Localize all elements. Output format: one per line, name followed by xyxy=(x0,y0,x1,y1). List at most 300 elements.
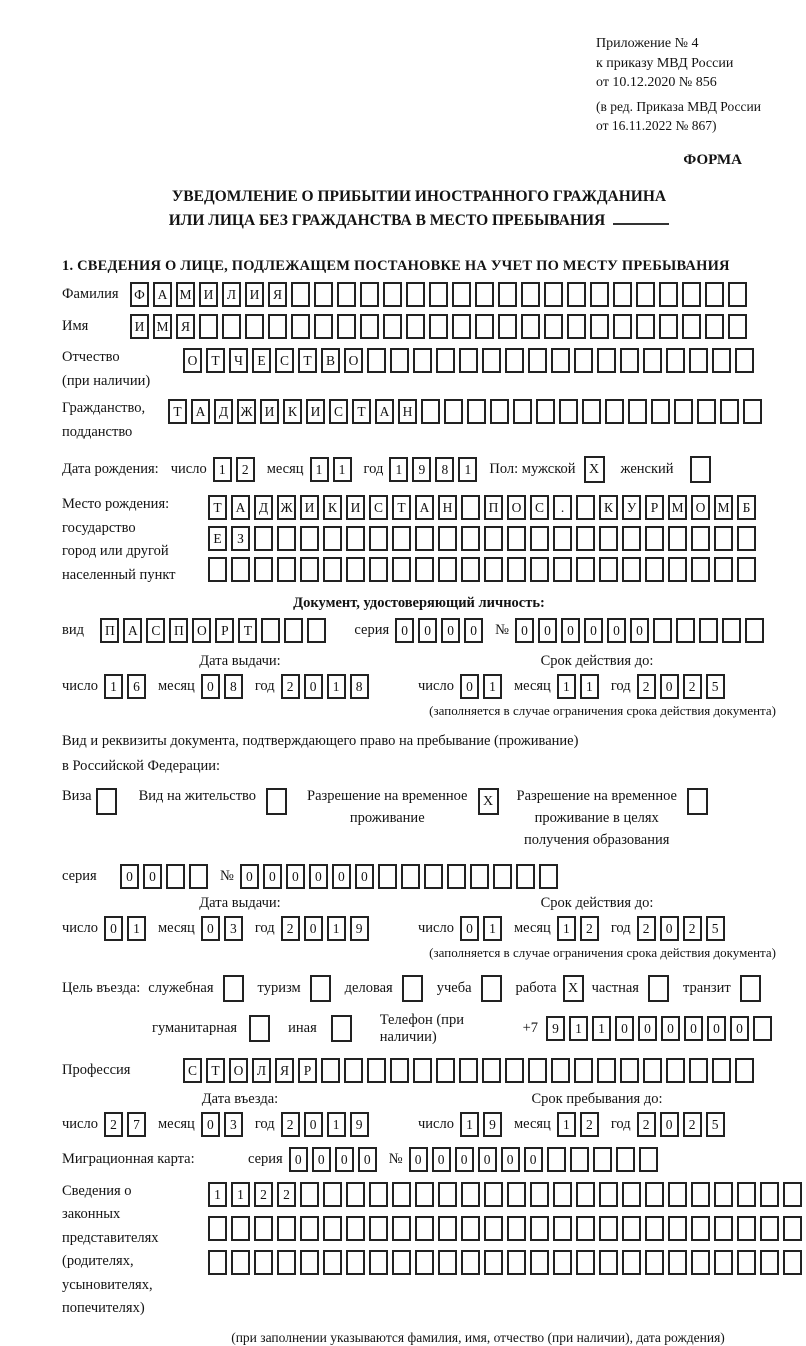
char-box[interactable] xyxy=(390,1058,409,1083)
char-box[interactable] xyxy=(737,526,756,551)
char-box[interactable] xyxy=(553,557,572,582)
char-box[interactable] xyxy=(516,864,535,889)
char-box[interactable] xyxy=(636,282,655,307)
char-box[interactable] xyxy=(645,1216,664,1241)
char-box[interactable]: 0 xyxy=(660,916,679,941)
char-box[interactable]: 2 xyxy=(683,674,702,699)
char-box[interactable]: 1 xyxy=(557,916,576,941)
char-box[interactable] xyxy=(429,314,448,339)
char-box[interactable] xyxy=(620,348,639,373)
char-box[interactable]: Т xyxy=(206,1058,225,1083)
char-box[interactable] xyxy=(570,1147,589,1172)
char-box[interactable] xyxy=(576,526,595,551)
char-box[interactable] xyxy=(783,1250,802,1275)
char-box[interactable]: М xyxy=(176,282,195,307)
char-box[interactable] xyxy=(528,1058,547,1083)
char-box[interactable]: 7 xyxy=(127,1112,146,1137)
char-box[interactable] xyxy=(567,282,586,307)
char-box[interactable] xyxy=(714,1182,733,1207)
temporary-residence-education-checkbox[interactable] xyxy=(687,788,708,815)
char-box[interactable] xyxy=(722,618,741,643)
char-box[interactable]: 1 xyxy=(231,1182,250,1207)
char-box[interactable] xyxy=(277,526,296,551)
char-box[interactable] xyxy=(344,1058,363,1083)
purpose-humanitarian-checkbox[interactable] xyxy=(249,1015,270,1042)
char-box[interactable] xyxy=(544,314,563,339)
char-box[interactable]: 1 xyxy=(460,1112,479,1137)
char-box[interactable]: А xyxy=(191,399,210,424)
char-box[interactable] xyxy=(467,399,486,424)
char-box[interactable]: 0 xyxy=(309,864,328,889)
char-box[interactable]: 0 xyxy=(332,864,351,889)
char-box[interactable] xyxy=(367,1058,386,1083)
char-box[interactable]: 0 xyxy=(201,916,220,941)
char-box[interactable] xyxy=(737,1182,756,1207)
char-box[interactable] xyxy=(413,348,432,373)
char-box[interactable] xyxy=(369,557,388,582)
char-box[interactable]: И xyxy=(260,399,279,424)
char-box[interactable]: 0 xyxy=(660,1112,679,1137)
char-box[interactable]: Е xyxy=(252,348,271,373)
char-box[interactable] xyxy=(659,282,678,307)
char-box[interactable]: 2 xyxy=(281,916,300,941)
char-box[interactable] xyxy=(284,618,303,643)
char-box[interactable] xyxy=(406,314,425,339)
char-box[interactable] xyxy=(323,526,342,551)
char-box[interactable] xyxy=(530,1216,549,1241)
char-box[interactable] xyxy=(438,557,457,582)
char-box[interactable]: О xyxy=(344,348,363,373)
char-box[interactable] xyxy=(691,526,710,551)
char-box[interactable]: 1 xyxy=(208,1182,227,1207)
char-box[interactable]: 0 xyxy=(304,916,323,941)
char-box[interactable] xyxy=(461,1216,480,1241)
char-box[interactable] xyxy=(668,1250,687,1275)
char-box[interactable]: 1 xyxy=(327,1112,346,1137)
char-box[interactable] xyxy=(369,1250,388,1275)
char-box[interactable] xyxy=(530,526,549,551)
char-box[interactable]: М xyxy=(714,495,733,520)
char-box[interactable]: 2 xyxy=(281,674,300,699)
char-box[interactable] xyxy=(593,1147,612,1172)
char-box[interactable]: 0 xyxy=(432,1147,451,1172)
char-box[interactable] xyxy=(438,1216,457,1241)
char-box[interactable] xyxy=(643,348,662,373)
char-box[interactable] xyxy=(245,314,264,339)
temporary-residence-checkbox[interactable]: X xyxy=(478,788,499,815)
char-box[interactable]: 2 xyxy=(637,1112,656,1137)
char-box[interactable] xyxy=(392,557,411,582)
purpose-business-checkbox[interactable] xyxy=(402,975,423,1002)
char-box[interactable]: И xyxy=(245,282,264,307)
char-box[interactable] xyxy=(691,557,710,582)
char-box[interactable] xyxy=(436,1058,455,1083)
char-box[interactable] xyxy=(300,1250,319,1275)
char-box[interactable]: Ж xyxy=(237,399,256,424)
char-box[interactable] xyxy=(691,1216,710,1241)
char-box[interactable] xyxy=(705,314,724,339)
char-box[interactable]: Ч xyxy=(229,348,248,373)
char-box[interactable]: 9 xyxy=(350,1112,369,1137)
char-box[interactable]: 9 xyxy=(546,1016,565,1041)
char-box[interactable]: 1 xyxy=(569,1016,588,1041)
char-box[interactable] xyxy=(599,557,618,582)
char-box[interactable]: 2 xyxy=(277,1182,296,1207)
char-box[interactable] xyxy=(689,1058,708,1083)
char-box[interactable] xyxy=(444,399,463,424)
char-box[interactable]: Е xyxy=(208,526,227,551)
char-box[interactable] xyxy=(300,1216,319,1241)
char-box[interactable] xyxy=(208,1216,227,1241)
char-box[interactable]: К xyxy=(283,399,302,424)
char-box[interactable]: 0 xyxy=(660,674,679,699)
char-box[interactable]: Я xyxy=(275,1058,294,1083)
char-box[interactable] xyxy=(392,1182,411,1207)
char-box[interactable] xyxy=(530,1250,549,1275)
char-box[interactable] xyxy=(438,1182,457,1207)
char-box[interactable]: Ф xyxy=(130,282,149,307)
char-box[interactable] xyxy=(735,348,754,373)
char-box[interactable]: Р xyxy=(215,618,234,643)
char-box[interactable] xyxy=(753,1016,772,1041)
char-box[interactable] xyxy=(760,1216,779,1241)
char-box[interactable]: 0 xyxy=(684,1016,703,1041)
char-box[interactable]: 0 xyxy=(201,674,220,699)
char-box[interactable]: Я xyxy=(268,282,287,307)
char-box[interactable] xyxy=(666,1058,685,1083)
char-box[interactable] xyxy=(261,618,280,643)
char-box[interactable] xyxy=(760,1182,779,1207)
char-box[interactable] xyxy=(392,1250,411,1275)
char-box[interactable] xyxy=(645,557,664,582)
char-box[interactable]: 0 xyxy=(335,1147,354,1172)
char-box[interactable] xyxy=(597,348,616,373)
char-box[interactable]: 1 xyxy=(104,674,123,699)
char-box[interactable] xyxy=(783,1216,802,1241)
char-box[interactable] xyxy=(530,1182,549,1207)
char-box[interactable]: А xyxy=(153,282,172,307)
char-box[interactable] xyxy=(521,314,540,339)
char-box[interactable] xyxy=(567,314,586,339)
char-box[interactable] xyxy=(651,399,670,424)
char-box[interactable] xyxy=(645,1250,664,1275)
char-box[interactable]: 0 xyxy=(289,1147,308,1172)
char-box[interactable] xyxy=(714,1216,733,1241)
char-box[interactable] xyxy=(720,399,739,424)
char-box[interactable] xyxy=(507,1250,526,1275)
char-box[interactable]: . xyxy=(553,495,572,520)
char-box[interactable]: 0 xyxy=(409,1147,428,1172)
char-box[interactable] xyxy=(705,282,724,307)
char-box[interactable]: 5 xyxy=(706,916,725,941)
char-box[interactable] xyxy=(712,348,731,373)
char-box[interactable]: 8 xyxy=(224,674,243,699)
char-box[interactable]: 0 xyxy=(304,674,323,699)
purpose-other-checkbox[interactable] xyxy=(331,1015,352,1042)
char-box[interactable] xyxy=(470,864,489,889)
char-box[interactable]: 1 xyxy=(310,457,329,482)
char-box[interactable] xyxy=(547,1147,566,1172)
char-box[interactable] xyxy=(424,864,443,889)
char-box[interactable] xyxy=(346,1182,365,1207)
char-box[interactable] xyxy=(645,1182,664,1207)
char-box[interactable] xyxy=(682,314,701,339)
char-box[interactable] xyxy=(659,314,678,339)
char-box[interactable]: 0 xyxy=(304,1112,323,1137)
char-box[interactable]: 8 xyxy=(350,674,369,699)
char-box[interactable] xyxy=(421,399,440,424)
char-box[interactable] xyxy=(208,1250,227,1275)
char-box[interactable]: И xyxy=(199,282,218,307)
char-box[interactable] xyxy=(539,864,558,889)
char-box[interactable] xyxy=(314,314,333,339)
char-box[interactable] xyxy=(360,282,379,307)
char-box[interactable] xyxy=(590,314,609,339)
char-box[interactable]: 0 xyxy=(286,864,305,889)
char-box[interactable] xyxy=(475,314,494,339)
char-box[interactable] xyxy=(576,1250,595,1275)
char-box[interactable]: 6 xyxy=(127,674,146,699)
char-box[interactable]: 3 xyxy=(224,1112,243,1137)
char-box[interactable] xyxy=(507,557,526,582)
char-box[interactable]: А xyxy=(375,399,394,424)
char-box[interactable] xyxy=(291,314,310,339)
char-box[interactable] xyxy=(674,399,693,424)
char-box[interactable] xyxy=(254,1216,273,1241)
char-box[interactable]: 0 xyxy=(263,864,282,889)
char-box[interactable] xyxy=(622,526,641,551)
char-box[interactable] xyxy=(189,864,208,889)
char-box[interactable]: 0 xyxy=(201,1112,220,1137)
char-box[interactable] xyxy=(484,557,503,582)
char-box[interactable]: 2 xyxy=(281,1112,300,1137)
purpose-study-checkbox[interactable] xyxy=(481,975,502,1002)
char-box[interactable]: 1 xyxy=(127,916,146,941)
purpose-work-checkbox[interactable]: X xyxy=(563,975,584,1002)
char-box[interactable]: 0 xyxy=(464,618,483,643)
char-box[interactable]: Л xyxy=(252,1058,271,1083)
char-box[interactable] xyxy=(392,526,411,551)
char-box[interactable] xyxy=(307,618,326,643)
char-box[interactable]: К xyxy=(323,495,342,520)
char-box[interactable] xyxy=(553,1216,572,1241)
char-box[interactable] xyxy=(277,1250,296,1275)
char-box[interactable] xyxy=(461,495,480,520)
char-box[interactable] xyxy=(530,557,549,582)
char-box[interactable]: У xyxy=(622,495,641,520)
char-box[interactable]: Т xyxy=(238,618,257,643)
char-box[interactable]: 1 xyxy=(557,1112,576,1137)
char-box[interactable]: 0 xyxy=(355,864,374,889)
char-box[interactable]: 0 xyxy=(240,864,259,889)
char-box[interactable] xyxy=(291,282,310,307)
char-box[interactable] xyxy=(574,1058,593,1083)
char-box[interactable]: О xyxy=(507,495,526,520)
char-box[interactable]: Т xyxy=(352,399,371,424)
char-box[interactable] xyxy=(346,557,365,582)
char-box[interactable]: В xyxy=(321,348,340,373)
char-box[interactable] xyxy=(436,348,455,373)
char-box[interactable] xyxy=(461,1250,480,1275)
char-box[interactable] xyxy=(415,526,434,551)
char-box[interactable] xyxy=(553,526,572,551)
char-box[interactable] xyxy=(447,864,466,889)
char-box[interactable]: Р xyxy=(645,495,664,520)
char-box[interactable]: 0 xyxy=(120,864,139,889)
char-box[interactable]: 0 xyxy=(460,916,479,941)
char-box[interactable] xyxy=(735,1058,754,1083)
char-box[interactable] xyxy=(737,557,756,582)
char-box[interactable]: А xyxy=(415,495,434,520)
char-box[interactable] xyxy=(300,526,319,551)
char-box[interactable]: С xyxy=(146,618,165,643)
char-box[interactable] xyxy=(507,1216,526,1241)
char-box[interactable] xyxy=(314,282,333,307)
char-box[interactable] xyxy=(622,1216,641,1241)
char-box[interactable] xyxy=(599,1182,618,1207)
char-box[interactable] xyxy=(666,348,685,373)
char-box[interactable]: Б xyxy=(737,495,756,520)
char-box[interactable] xyxy=(507,1182,526,1207)
char-box[interactable] xyxy=(645,526,664,551)
char-box[interactable] xyxy=(521,282,540,307)
char-box[interactable]: 2 xyxy=(637,916,656,941)
char-box[interactable] xyxy=(369,1182,388,1207)
char-box[interactable] xyxy=(323,1182,342,1207)
char-box[interactable]: 3 xyxy=(224,916,243,941)
gender-male-checkbox[interactable]: X xyxy=(584,456,605,483)
char-box[interactable]: Я xyxy=(176,314,195,339)
char-box[interactable] xyxy=(367,348,386,373)
char-box[interactable] xyxy=(268,314,287,339)
char-box[interactable] xyxy=(452,282,471,307)
char-box[interactable] xyxy=(714,526,733,551)
char-box[interactable]: 0 xyxy=(418,618,437,643)
char-box[interactable] xyxy=(653,618,672,643)
char-box[interactable] xyxy=(498,282,517,307)
char-box[interactable] xyxy=(728,282,747,307)
char-box[interactable]: И xyxy=(306,399,325,424)
char-box[interactable]: 2 xyxy=(637,674,656,699)
char-box[interactable]: 9 xyxy=(483,1112,502,1137)
char-box[interactable]: 0 xyxy=(395,618,414,643)
char-box[interactable] xyxy=(482,1058,501,1083)
char-box[interactable] xyxy=(574,348,593,373)
char-box[interactable]: 1 xyxy=(580,674,599,699)
char-box[interactable]: 0 xyxy=(312,1147,331,1172)
char-box[interactable] xyxy=(475,282,494,307)
char-box[interactable]: О xyxy=(183,348,202,373)
char-box[interactable] xyxy=(507,526,526,551)
char-box[interactable] xyxy=(576,495,595,520)
char-box[interactable] xyxy=(712,1058,731,1083)
char-box[interactable]: О xyxy=(192,618,211,643)
char-box[interactable] xyxy=(484,1182,503,1207)
char-box[interactable]: 0 xyxy=(455,1147,474,1172)
char-box[interactable] xyxy=(599,1216,618,1241)
char-box[interactable] xyxy=(337,314,356,339)
char-box[interactable] xyxy=(482,348,501,373)
char-box[interactable]: 0 xyxy=(104,916,123,941)
char-box[interactable] xyxy=(452,314,471,339)
char-box[interactable] xyxy=(599,526,618,551)
char-box[interactable]: 0 xyxy=(584,618,603,643)
char-box[interactable] xyxy=(493,864,512,889)
char-box[interactable] xyxy=(559,399,578,424)
char-box[interactable] xyxy=(613,282,632,307)
char-box[interactable] xyxy=(737,1250,756,1275)
char-box[interactable] xyxy=(551,1058,570,1083)
char-box[interactable] xyxy=(544,282,563,307)
char-box[interactable]: 1 xyxy=(389,457,408,482)
char-box[interactable]: 0 xyxy=(661,1016,680,1041)
char-box[interactable] xyxy=(484,1216,503,1241)
char-box[interactable] xyxy=(689,348,708,373)
char-box[interactable] xyxy=(337,282,356,307)
char-box[interactable] xyxy=(783,1182,802,1207)
char-box[interactable]: 0 xyxy=(478,1147,497,1172)
char-box[interactable]: 1 xyxy=(557,674,576,699)
char-box[interactable]: Т xyxy=(208,495,227,520)
char-box[interactable]: 2 xyxy=(683,916,702,941)
char-box[interactable] xyxy=(553,1250,572,1275)
char-box[interactable] xyxy=(639,1147,658,1172)
char-box[interactable] xyxy=(369,526,388,551)
char-box[interactable] xyxy=(622,1250,641,1275)
visa-checkbox[interactable] xyxy=(96,788,117,815)
char-box[interactable] xyxy=(528,348,547,373)
char-box[interactable]: 0 xyxy=(538,618,557,643)
char-box[interactable] xyxy=(576,1182,595,1207)
char-box[interactable] xyxy=(231,1250,250,1275)
char-box[interactable] xyxy=(401,864,420,889)
char-box[interactable] xyxy=(682,282,701,307)
char-box[interactable] xyxy=(461,526,480,551)
char-box[interactable] xyxy=(166,864,185,889)
char-box[interactable]: 0 xyxy=(615,1016,634,1041)
char-box[interactable]: О xyxy=(229,1058,248,1083)
char-box[interactable]: 2 xyxy=(236,457,255,482)
char-box[interactable]: Н xyxy=(438,495,457,520)
char-box[interactable]: 0 xyxy=(358,1147,377,1172)
char-box[interactable]: 0 xyxy=(607,618,626,643)
char-box[interactable] xyxy=(438,526,457,551)
char-box[interactable] xyxy=(222,314,241,339)
char-box[interactable] xyxy=(714,557,733,582)
char-box[interactable] xyxy=(536,399,555,424)
char-box[interactable]: Н xyxy=(398,399,417,424)
char-box[interactable]: С xyxy=(183,1058,202,1083)
char-box[interactable] xyxy=(505,348,524,373)
char-box[interactable]: И xyxy=(346,495,365,520)
char-box[interactable]: И xyxy=(300,495,319,520)
char-box[interactable] xyxy=(697,399,716,424)
char-box[interactable]: 0 xyxy=(441,618,460,643)
char-box[interactable]: 0 xyxy=(524,1147,543,1172)
char-box[interactable] xyxy=(699,618,718,643)
char-box[interactable] xyxy=(676,618,695,643)
char-box[interactable] xyxy=(277,557,296,582)
char-box[interactable] xyxy=(413,1058,432,1083)
char-box[interactable]: 1 xyxy=(483,674,502,699)
char-box[interactable] xyxy=(300,1182,319,1207)
char-box[interactable]: А xyxy=(231,495,250,520)
char-box[interactable]: Т xyxy=(168,399,187,424)
char-box[interactable] xyxy=(743,399,762,424)
char-box[interactable]: 2 xyxy=(254,1182,273,1207)
char-box[interactable] xyxy=(461,557,480,582)
char-box[interactable] xyxy=(323,557,342,582)
